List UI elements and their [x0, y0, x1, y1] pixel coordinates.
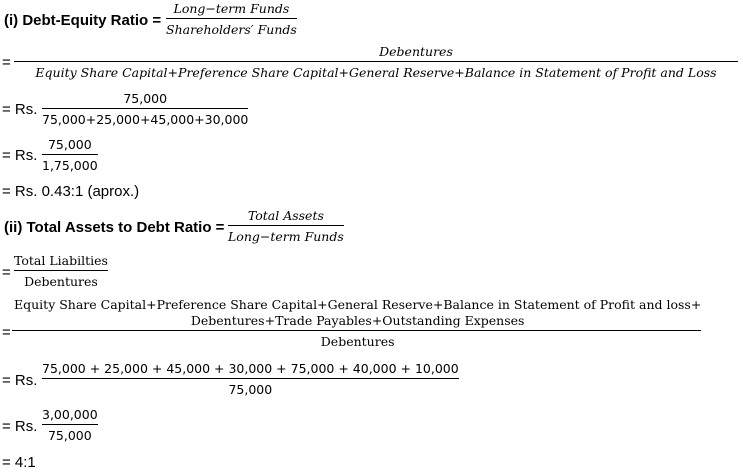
step2-prefix: = — [2, 324, 11, 341]
step3-numerator: 75,000 + 25,000 + 45,000 + 30,000 + 75,000 + 40,000 + 10,000 — [42, 361, 459, 376]
step4-denominator: 75,000 — [47, 428, 92, 443]
fraction-bar — [14, 61, 738, 62]
step2-numerator: 75,000 — [123, 91, 168, 106]
step3-prefix: = Rs. — [2, 372, 38, 389]
step2-denominator: 75,000+25,000+45,000+30,000 — [42, 112, 249, 127]
fraction-bar — [42, 424, 98, 425]
step3-denominator: 1,75,000 — [42, 158, 98, 173]
debt-equity-result: = Rs. 0.43:1 (aprox.) — [2, 183, 140, 200]
debt-equity-heading: (i) Debt-Equity Ratio = — [4, 12, 162, 29]
fraction-bar — [166, 18, 297, 19]
total-assets-step4 — [42, 406, 98, 444]
fraction-bar — [42, 154, 98, 155]
step3-denominator: 75,000 — [228, 382, 273, 397]
formula-denominator: Long−term Funds — [228, 229, 344, 244]
fraction-bar — [14, 270, 108, 271]
formula-numerator: Total Assets — [247, 208, 324, 223]
step2-numerator-line1: Equity Share Capital+Preference Share Capital+General Reserve+Balance in Statement of Profit and loss+ — [14, 297, 702, 312]
debt-equity-formula — [166, 0, 297, 38]
step1-denominator: Equity Share Capital+Preference Share Capital+General Reserve+Balance in Statement of Profit and Loss — [35, 65, 717, 80]
formula-denominator: Shareholders′ Funds — [166, 22, 297, 37]
step4-prefix: = Rs. — [2, 418, 38, 435]
total-assets-step2 — [14, 297, 701, 350]
step1-numerator: Total Liabilties — [14, 253, 108, 268]
total-assets-step3 — [42, 360, 459, 398]
step3-prefix: = Rs. — [2, 147, 38, 164]
step2-prefix: = Rs. — [2, 101, 38, 118]
step1-numerator: Debentures — [379, 44, 453, 59]
equals-sign: = — [2, 54, 11, 71]
total-assets-step1 — [14, 252, 108, 290]
step1-denominator: Debentures — [24, 274, 98, 289]
formula-numerator: Long−term Funds — [173, 1, 290, 16]
step3-numerator: 75,000 — [47, 137, 92, 152]
total-assets-debt-result: = 4:1 — [2, 454, 36, 471]
step2-denominator: Debentures — [320, 334, 395, 349]
step4-numerator: 3,00,000 — [42, 407, 98, 422]
total-assets-formula — [228, 207, 344, 245]
step1-prefix: = — [2, 264, 11, 281]
step2-numerator-line2: Debentures+Trade Payables+Outstanding Expenses — [190, 313, 525, 328]
fraction-bar — [228, 225, 344, 226]
fraction-bar — [42, 108, 248, 109]
debt-equity-step1 — [14, 43, 738, 81]
debt-equity-step2 — [42, 90, 248, 128]
fraction-bar — [42, 378, 459, 379]
debt-equity-step3 — [42, 136, 98, 174]
fraction-bar — [12, 330, 701, 331]
total-assets-debt-heading: (ii) Total Assets to Debt Ratio = — [4, 219, 225, 236]
